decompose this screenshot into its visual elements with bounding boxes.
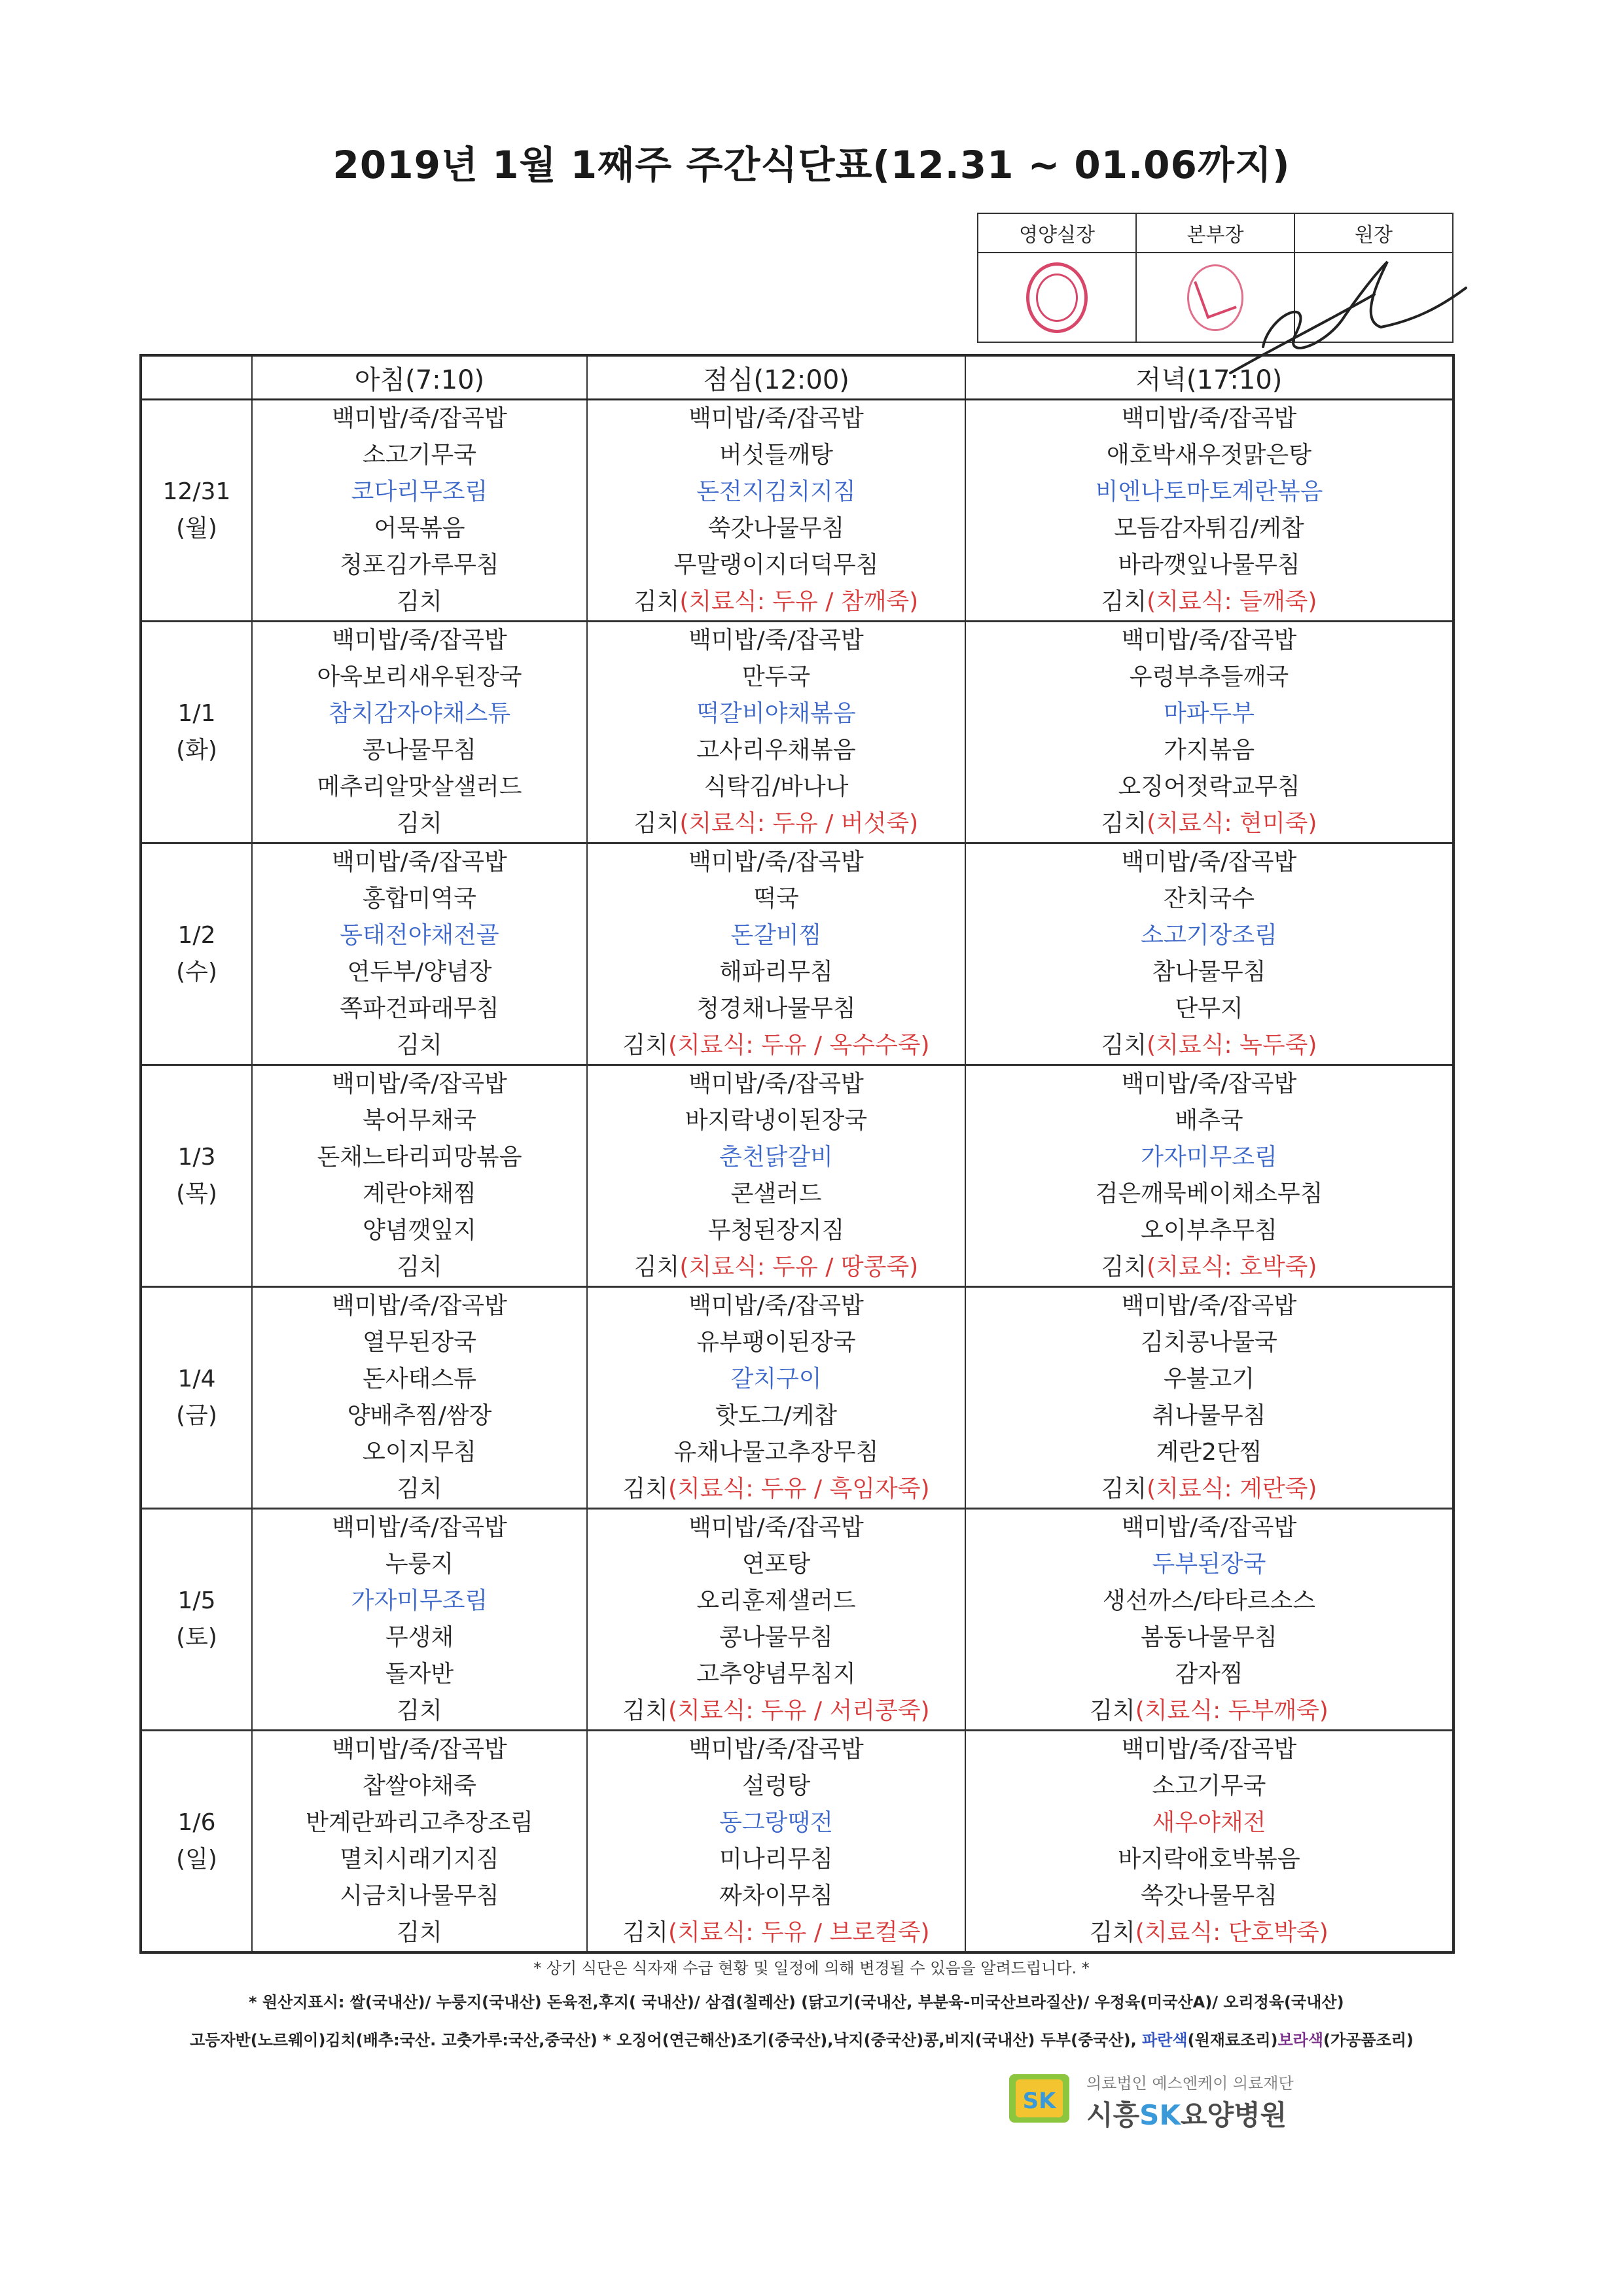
breakfast-item: 백미밥/죽/잡곡밥 xyxy=(252,1287,587,1325)
date-label: 1/2 xyxy=(177,922,216,949)
dinner-item: 백미밥/죽/잡곡밥 xyxy=(965,843,1454,881)
breakfast-item: 코다리무조림 xyxy=(252,474,587,510)
date-label: 1/3 xyxy=(177,1144,216,1171)
menu-row xyxy=(141,1324,1454,1361)
lunch-kimchi: 김치 xyxy=(622,1919,668,1946)
lunch-item xyxy=(587,1915,965,1952)
menu-row xyxy=(141,1287,1454,1325)
breakfast-item: 아욱보리새우된장국 xyxy=(252,659,587,696)
lunch-item: 고추양념무침지 xyxy=(587,1656,965,1693)
breakfast-item: 김치 xyxy=(252,1249,587,1287)
weekday-label: (목) xyxy=(176,1180,217,1207)
dinner-kimchi: 김치 xyxy=(1090,1919,1135,1946)
dinner-item: 바지락애호박볶음 xyxy=(965,1841,1454,1878)
lunch-item: 핫도그/케찹 xyxy=(587,1398,965,1434)
date-cell xyxy=(141,1509,252,1731)
dinner-item: 백미밥/죽/잡곡밥 xyxy=(965,1287,1454,1325)
weekday-label: (화) xyxy=(176,737,217,764)
breakfast-item: 양배추찜/쌈장 xyxy=(252,1398,587,1434)
dinner-item: 배추국 xyxy=(965,1103,1454,1139)
dinner-item: 우불고기 xyxy=(965,1361,1454,1398)
breakfast-item: 양념깻잎지 xyxy=(252,1212,587,1249)
lunch-item xyxy=(587,805,965,843)
approval-sign-cell xyxy=(978,253,1136,342)
breakfast-item: 참치감자야채스튜 xyxy=(252,696,587,732)
lunch-item: 무말랭이지더덕무침 xyxy=(587,547,965,584)
date-cell xyxy=(141,1731,252,1953)
menu-row xyxy=(141,474,1454,510)
breakfast-item: 김치 xyxy=(252,805,587,843)
breakfast-item: 반계란꽈리고추장조림 xyxy=(252,1805,587,1841)
dinner-item xyxy=(965,1693,1454,1731)
lunch-item: 해파리무침 xyxy=(587,954,965,991)
breakfast-item: 백미밥/죽/잡곡밥 xyxy=(252,843,587,881)
dinner-therapy-diet: (치료식: 들깨죽) xyxy=(1147,588,1317,615)
lunch-item xyxy=(587,1249,965,1287)
dinner-therapy-diet: (치료식: 녹두죽) xyxy=(1147,1032,1317,1059)
breakfast-item: 돌자반 xyxy=(252,1656,587,1693)
lunch-item: 백미밥/죽/잡곡밥 xyxy=(587,622,965,660)
menu-row xyxy=(141,1509,1454,1547)
logo-name-suffix: 요양병원 xyxy=(1180,2099,1287,2131)
menu-row xyxy=(141,1656,1454,1693)
lunch-kimchi: 김치 xyxy=(622,1032,668,1059)
dinner-item: 가자미무조림 xyxy=(965,1139,1454,1176)
logo-name-prefix: 시흥 xyxy=(1086,2099,1140,2131)
menu-row xyxy=(141,659,1454,696)
menu-change-notice: * 상기 식단은 식자재 수급 현황 및 일정에 의해 변경될 수 있음을 알려드립니다. * xyxy=(533,1959,1090,1977)
dinner-kimchi: 김치 xyxy=(1090,1697,1135,1724)
menu-row xyxy=(141,1583,1454,1619)
dinner-item xyxy=(965,805,1454,843)
menu-row xyxy=(141,769,1454,805)
dinner-item: 감자찜 xyxy=(965,1656,1454,1693)
dinner-item: 참나물무침 xyxy=(965,954,1454,991)
page-title: 2019년 1월 1째주 주간식단표(12.31 ~ 01.06까지) xyxy=(332,143,1291,187)
date-label: 1/6 xyxy=(177,1809,216,1836)
dinner-item: 오징어젓락교무침 xyxy=(965,769,1454,805)
lunch-item: 고사리우채볶음 xyxy=(587,732,965,769)
lunch-therapy-diet: (치료식: 두유 / 참깨죽) xyxy=(679,588,919,615)
menu-row xyxy=(141,1768,1454,1805)
lunch-item: 설렁탕 xyxy=(587,1768,965,1805)
lunch-item: 청경채나물무침 xyxy=(587,991,965,1027)
dinner-item xyxy=(965,584,1454,622)
dinner-therapy-diet: (치료식: 계란죽) xyxy=(1147,1475,1317,1502)
lunch-item: 백미밥/죽/잡곡밥 xyxy=(587,1065,965,1103)
dinner-item xyxy=(965,1915,1454,1952)
dinner-item: 새우야채전 xyxy=(965,1805,1454,1841)
menu-row xyxy=(141,991,1454,1027)
approval-header: 영양실장 xyxy=(978,213,1136,253)
legend-blue-desc: (원재료조리) xyxy=(1187,2031,1278,2049)
red-seal-stamp xyxy=(1026,262,1088,333)
lunch-header: 점심(12:00) xyxy=(587,355,965,400)
dinner-therapy-diet: (치료식: 호박죽) xyxy=(1147,1254,1317,1280)
menu-row xyxy=(141,1546,1454,1583)
weekday-label: (수) xyxy=(176,959,217,985)
date-cell xyxy=(141,843,252,1065)
breakfast-item: 백미밥/죽/잡곡밥 xyxy=(252,1731,587,1769)
breakfast-item: 백미밥/죽/잡곡밥 xyxy=(252,400,587,438)
logo-name-sk: SK xyxy=(1139,2099,1181,2131)
lunch-item: 버섯들깨탕 xyxy=(587,437,965,474)
breakfast-item: 누룽지 xyxy=(252,1546,587,1583)
dinner-item xyxy=(965,1027,1454,1065)
breakfast-item: 계란야채찜 xyxy=(252,1176,587,1212)
legend-purple-desc: (가공품조리) xyxy=(1323,2031,1414,2049)
breakfast-item: 김치 xyxy=(252,1471,587,1509)
dinner-item: 오이부추무침 xyxy=(965,1212,1454,1249)
menu-row xyxy=(141,1361,1454,1398)
dinner-header: 저녁(17:10) xyxy=(965,355,1454,400)
date-cell xyxy=(141,622,252,843)
breakfast-item: 동태전야채전골 xyxy=(252,917,587,954)
logo-subtitle: 의료법인 예스엔케이 의료재단 xyxy=(1086,2074,1294,2093)
breakfast-item: 소고기무국 xyxy=(252,437,587,474)
weekday-label: (일) xyxy=(176,1846,217,1873)
menu-row xyxy=(141,696,1454,732)
lunch-item: 백미밥/죽/잡곡밥 xyxy=(587,843,965,881)
dinner-item: 소고기무국 xyxy=(965,1768,1454,1805)
hospital-logo xyxy=(1007,2066,1373,2132)
lunch-item: 연포탕 xyxy=(587,1546,965,1583)
breakfast-item: 무생채 xyxy=(252,1619,587,1656)
lunch-item: 무청된장지짐 xyxy=(587,1212,965,1249)
dinner-therapy-diet: (치료식: 두부깨죽) xyxy=(1135,1697,1329,1724)
menu-row xyxy=(141,917,1454,954)
lunch-kimchi: 김치 xyxy=(633,1254,680,1280)
lunch-item: 쑥갓나물무침 xyxy=(587,510,965,547)
menu-row xyxy=(141,1471,1454,1509)
dinner-item: 검은깨묵베이채소무침 xyxy=(965,1176,1454,1212)
dinner-item: 잔치국수 xyxy=(965,881,1454,917)
lunch-item: 콩나물무침 xyxy=(587,1619,965,1656)
approval-header: 본부장 xyxy=(1136,213,1294,253)
lunch-item: 백미밥/죽/잡곡밥 xyxy=(587,400,965,438)
dinner-item: 취나물무침 xyxy=(965,1398,1454,1434)
weekday-label: (월) xyxy=(176,515,217,542)
menu-row xyxy=(141,1805,1454,1841)
menu-row xyxy=(141,1619,1454,1656)
menu-row xyxy=(141,1027,1454,1065)
menu-row xyxy=(141,437,1454,474)
menu-row xyxy=(141,1176,1454,1212)
lunch-item: 동그랑땡전 xyxy=(587,1805,965,1841)
lunch-kimchi: 김치 xyxy=(633,588,680,615)
breakfast-item: 김치 xyxy=(252,584,587,622)
dinner-item: 생선까스/타타르소스 xyxy=(965,1583,1454,1619)
lunch-item: 유부팽이된장국 xyxy=(587,1324,965,1361)
menu-row xyxy=(141,510,1454,547)
dinner-item: 백미밥/죽/잡곡밥 xyxy=(965,1509,1454,1547)
lunch-therapy-diet: (치료식: 두유 / 옥수수죽) xyxy=(668,1032,930,1059)
dinner-item xyxy=(965,1471,1454,1509)
breakfast-item: 열무된장국 xyxy=(252,1324,587,1361)
breakfast-item: 김치 xyxy=(252,1027,587,1065)
date-cell xyxy=(141,1065,252,1287)
breakfast-item: 멸치시래기지짐 xyxy=(252,1841,587,1878)
lunch-item: 백미밥/죽/잡곡밥 xyxy=(587,1509,965,1547)
dinner-item: 쑥갓나물무침 xyxy=(965,1878,1454,1915)
breakfast-item: 찹쌀야채죽 xyxy=(252,1768,587,1805)
date-label: 1/5 xyxy=(177,1587,216,1614)
weekday-label: (토) xyxy=(176,1624,217,1651)
lunch-item xyxy=(587,1027,965,1065)
lunch-item: 돈갈비찜 xyxy=(587,917,965,954)
dinner-item: 백미밥/죽/잡곡밥 xyxy=(965,1065,1454,1103)
breakfast-item: 홍합미역국 xyxy=(252,881,587,917)
date-label: 12/31 xyxy=(162,478,231,505)
lunch-item: 백미밥/죽/잡곡밥 xyxy=(587,1731,965,1769)
lunch-item: 갈치구이 xyxy=(587,1361,965,1398)
dinner-item: 바라깻잎나물무침 xyxy=(965,547,1454,584)
menu-row xyxy=(141,881,1454,917)
date-label: 1/4 xyxy=(177,1366,216,1392)
breakfast-item: 연두부/양념장 xyxy=(252,954,587,991)
lunch-item: 짜차이무침 xyxy=(587,1878,965,1915)
menu-row xyxy=(141,584,1454,622)
breakfast-item: 돈채느타리피망볶음 xyxy=(252,1139,587,1176)
breakfast-item: 김치 xyxy=(252,1693,587,1731)
menu-row xyxy=(141,1103,1454,1139)
lunch-therapy-diet: (치료식: 두유 / 서리콩죽) xyxy=(668,1697,930,1724)
breakfast-item: 청포김가루무침 xyxy=(252,547,587,584)
legend-blue-label: 파란색 xyxy=(1142,2031,1188,2049)
breakfast-item: 콩나물무침 xyxy=(252,732,587,769)
lunch-kimchi: 김치 xyxy=(622,1475,668,1502)
logo-name xyxy=(1086,2094,1287,2133)
dinner-item: 소고기장조림 xyxy=(965,917,1454,954)
date-cell xyxy=(141,400,252,622)
dinner-item: 단무지 xyxy=(965,991,1454,1027)
dinner-kimchi: 김치 xyxy=(1101,1475,1147,1502)
dinner-item: 가지볶음 xyxy=(965,732,1454,769)
dinner-item: 마파두부 xyxy=(965,696,1454,732)
dinner-kimchi: 김치 xyxy=(1101,588,1147,615)
approval-header: 원장 xyxy=(1294,213,1453,253)
breakfast-item: 어묵볶음 xyxy=(252,510,587,547)
menu-row xyxy=(141,732,1454,769)
lunch-therapy-diet: (치료식: 두유 / 버섯죽) xyxy=(679,810,919,837)
menu-row xyxy=(141,1434,1454,1471)
breakfast-header: 아침(7:10) xyxy=(252,355,587,400)
origin-notice-line2 xyxy=(190,2027,1414,2050)
breakfast-item: 김치 xyxy=(252,1915,587,1952)
breakfast-item: 돈사태스튜 xyxy=(252,1361,587,1398)
menu-row xyxy=(141,622,1454,660)
menu-row xyxy=(141,547,1454,584)
lunch-item: 떡갈비야채볶음 xyxy=(587,696,965,732)
lunch-item xyxy=(587,1471,965,1509)
weekday-label: (금) xyxy=(176,1402,217,1429)
dinner-item: 모듬감자튀김/케찹 xyxy=(965,510,1454,547)
date-cell xyxy=(141,1287,252,1509)
lunch-item: 미나리무침 xyxy=(587,1841,965,1878)
date-label: 1/1 xyxy=(177,700,216,727)
origin-notice-line1: * 원산지표시: 쌀(국내산)/ 누룽지(국내산) 돈육전,후지( 국내산)/ 삼겹(칠레산) (닭고기(국내산, 부분육-미국산브라질산)/ 우정육(미국산A)/ 오리정육(국내산) xyxy=(249,1993,1344,2011)
menu-row xyxy=(141,1841,1454,1878)
lunch-item xyxy=(587,1693,965,1731)
menu-row xyxy=(141,1878,1454,1915)
breakfast-item: 백미밥/죽/잡곡밥 xyxy=(252,1065,587,1103)
lunch-item: 바지락냉이된장국 xyxy=(587,1103,965,1139)
lunch-kimchi: 김치 xyxy=(622,1697,668,1724)
dinner-kimchi: 김치 xyxy=(1101,1032,1147,1059)
breakfast-item: 북어무채국 xyxy=(252,1103,587,1139)
menu-row xyxy=(141,954,1454,991)
lunch-item: 돈전지김치지짐 xyxy=(587,474,965,510)
menu-row xyxy=(141,400,1454,438)
menu-row xyxy=(141,1731,1454,1769)
menu-row xyxy=(141,1249,1454,1287)
dinner-item xyxy=(965,1249,1454,1287)
dinner-item: 백미밥/죽/잡곡밥 xyxy=(965,400,1454,438)
dinner-therapy-diet: (치료식: 현미죽) xyxy=(1147,810,1317,837)
lunch-item: 만두국 xyxy=(587,659,965,696)
date-column-header xyxy=(141,355,252,400)
menu-row xyxy=(141,1212,1454,1249)
menu-row xyxy=(141,1693,1454,1731)
dinner-kimchi: 김치 xyxy=(1101,1254,1147,1280)
svg-text:SK: SK xyxy=(1022,2088,1056,2114)
breakfast-item: 가자미무조림 xyxy=(252,1583,587,1619)
breakfast-item: 백미밥/죽/잡곡밥 xyxy=(252,1509,587,1547)
dinner-item: 우렁부추들깨국 xyxy=(965,659,1454,696)
dinner-item: 애호박새우젓맑은탕 xyxy=(965,437,1454,474)
lunch-item: 콘샐러드 xyxy=(587,1176,965,1212)
dinner-item: 백미밥/죽/잡곡밥 xyxy=(965,622,1454,660)
breakfast-item: 시금치나물무침 xyxy=(252,1878,587,1915)
weekly-menu-table xyxy=(139,354,1455,1954)
dinner-item: 백미밥/죽/잡곡밥 xyxy=(965,1731,1454,1769)
lunch-therapy-diet: (치료식: 두유 / 땅콩죽) xyxy=(679,1254,919,1280)
menu-row xyxy=(141,1915,1454,1952)
lunch-item: 떡국 xyxy=(587,881,965,917)
menu-row xyxy=(141,1065,1454,1103)
menu-row xyxy=(141,843,1454,881)
dinner-therapy-diet: (치료식: 단호박죽) xyxy=(1135,1919,1329,1946)
dinner-item: 두부된장국 xyxy=(965,1546,1454,1583)
breakfast-item: 백미밥/죽/잡곡밥 xyxy=(252,622,587,660)
dinner-item: 계란2단찜 xyxy=(965,1434,1454,1471)
lunch-item: 오리훈제샐러드 xyxy=(587,1583,965,1619)
lunch-item: 유채나물고추장무침 xyxy=(587,1434,965,1471)
dinner-item: 봄동나물무침 xyxy=(965,1619,1454,1656)
menu-row xyxy=(141,1398,1454,1434)
legend-purple-label: 보라색 xyxy=(1277,2031,1324,2049)
lunch-item: 식탁김/바나나 xyxy=(587,769,965,805)
lunch-kimchi: 김치 xyxy=(633,810,680,837)
menu-row xyxy=(141,1139,1454,1176)
dinner-kimchi: 김치 xyxy=(1101,810,1147,837)
lunch-item xyxy=(587,584,965,622)
sk-logo-icon xyxy=(1007,2072,1072,2125)
lunch-therapy-diet: (치료식: 두유 / 브로컬죽) xyxy=(668,1919,930,1946)
breakfast-item: 쪽파건파래무침 xyxy=(252,991,587,1027)
dinner-item: 김치콩나물국 xyxy=(965,1324,1454,1361)
dinner-item: 비엔나토마토계란볶음 xyxy=(965,474,1454,510)
menu-row xyxy=(141,805,1454,843)
lunch-item: 춘천닭갈비 xyxy=(587,1139,965,1176)
origin-notice-text: 고등자반(노르웨이)김치(배추:국산. 고춧가루:국산,중국산) * 오징어(연근해산)조기(중국산),낙지(중국산)콩,비지(국내산) 두부(중국산), xyxy=(190,2031,1137,2049)
breakfast-item: 메추리알맛살샐러드 xyxy=(252,769,587,805)
lunch-item: 백미밥/죽/잡곡밥 xyxy=(587,1287,965,1325)
breakfast-item: 오이지무침 xyxy=(252,1434,587,1471)
lunch-therapy-diet: (치료식: 두유 / 흑임자죽) xyxy=(668,1475,930,1502)
